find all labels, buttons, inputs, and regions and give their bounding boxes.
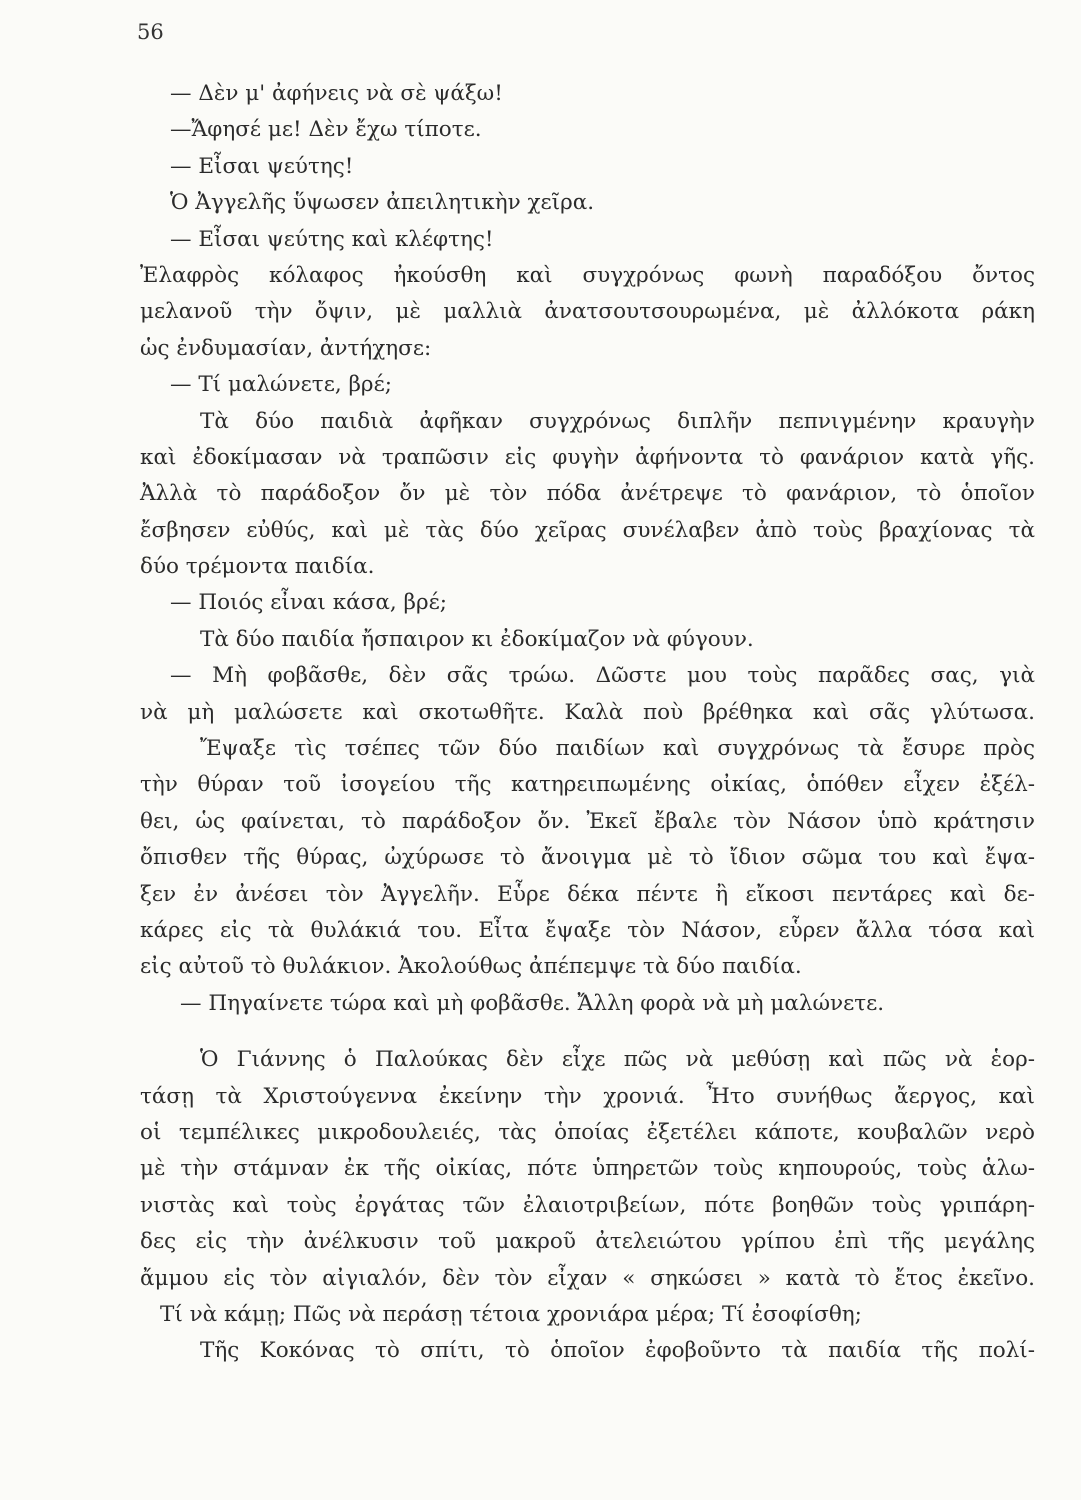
text-line: τὴν θύραν τοῦ ἰσογείου τῆς κατηρειπωμένης οἰκίας, ὁπόθεν εἶχεν ἐξέλ- [140,772,1035,798]
text-line: —Ἄφησέ με! Δὲν ἔχω τίποτε. [170,117,482,143]
text-section-2 [140,1042,1035,1370]
text-line: θει, ὡς φαίνεται, τὸ παράδοξον ὄν. Ἐκεῖ ἔβαλε τὸν Νάσον ὑπὸ κράτησιν [140,808,1035,834]
text-line: — Ποιός εἶναι κάσα, βρέ; [170,590,447,616]
text-line: καὶ ἐδοκίμασαν νὰ τραπῶσιν εἰς φυγὴν ἀφήνοντα τὸ φανάριον κατὰ γῆς. [140,444,1035,470]
text-line: Ὁ Γιάννης ὁ Παλούκας δὲν εἶχε πῶς νὰ μεθύσῃ καὶ πῶς νὰ ἑορ- [200,1047,1035,1073]
text-line: Τῆς Κοκόνας τὸ σπίτι, τὸ ὁποῖον ἐφοβοῦντο τὰ παιδία τῆς πολί- [200,1338,1035,1364]
text-line: — Δὲν μ' ἀφήνεις νὰ σὲ ψάξω! [170,81,503,106]
text-line: Τί νὰ κάμῃ; Πῶς νὰ περάσῃ τέτοια χρονιάρα μέρα; Τί ἐσοφίσθη; [160,1301,862,1327]
text-line: ἔσβησεν εὐθύς, καὶ μὲ τὰς δύο χεῖρας συνέλαβεν ἀπὸ τοὺς βραχίονας τὰ [140,517,1035,543]
text-line: δες εἰς τὴν ἀνέλκυσιν τοῦ μακροῦ ἀτελειώτου γρίπου ἐπὶ τῆς μεγάλης [140,1229,1035,1255]
text-line: ὡς ἐνδυμασίαν, ἀντήχησε: [140,335,432,361]
text-line: Τὰ δύο παιδιὰ ἀφῆκαν συγχρόνως διπλῆν πεπνιγμένην κραυγὴν [200,408,1035,434]
text-line: — Εἶσαι ψεύτης! [170,153,354,179]
text-line: Ὁ Ἀγγελῆς ὕψωσεν ἀπειλητικὴν χεῖρα. [170,190,595,216]
page-number: 56 [137,20,164,44]
text-line: κάρες εἰς τὰ θυλάκιά του. Εἶτα ἔψαξε τὸν Νάσον, εὗρεν ἄλλα τόσα καὶ [140,917,1035,943]
text-line: οἱ τεμπέλικες μικροδουλειές, τὰς ὁποίας ἐξετέλει κάποτε, κουβαλῶν νερὸ [140,1119,1035,1145]
text-line: — Τί μαλώνετε, βρέ; [170,372,392,398]
text-section-1 [140,76,1035,1022]
text-line: Ἔψαξε τὶς τσέπες τῶν δύο παιδίων καὶ συγχρόνως τὰ ἔσυρε πρὸς [200,736,1035,762]
section-gap [140,1022,1035,1042]
page-text [140,76,1035,1370]
text-line: νιστὰς καὶ τοὺς ἐργάτας τῶν ἐλαιοτριβείων, πότε βοηθῶν τοὺς γριπάρη- [140,1192,1035,1218]
text-line: ἄμμου εἰς τὸν αἰγιαλόν, δὲν τὸν εἶχαν « σηκώσει » κατὰ τὸ ἔτος ἐκεῖνο. [140,1265,1035,1291]
text-line: δύο τρέμοντα παιδία. [140,554,375,580]
text-line: — Μὴ φοβᾶσθε, δὲν σᾶς τρώω. Δῶστε μου τοὺς παρᾶδες σας, γιὰ [170,663,1035,689]
text-line: Ἀλλὰ τὸ παράδοξον ὄν μὲ τὸν πόδα ἀνέτρεψε τὸ φανάριον, τὸ ὁποῖον [140,481,1035,507]
text-line: ξεν ἐν ἀνέσει τὸν Ἀγγελῆν. Εὗρε δέκα πέντε ἢ εἴκοσι πεντάρες καὶ δε- [140,881,1035,907]
text-line: νὰ μὴ μαλώσετε καὶ σκοτωθῆτε. Καλὰ ποὺ βρέθηκα καὶ σᾶς γλύτωσα. [140,699,1035,725]
text-line: τάσῃ τὰ Χριστούγεννα ἐκείνην τὴν χρονιά. Ἦτο συνήθως ἄεργος, καὶ [140,1083,1035,1109]
text-line: Ἐλαφρὸς κόλαφος ἠκούσθη καὶ συγχρόνως φωνὴ παραδόξου ὄντος [140,262,1035,288]
text-line: μὲ τὴν στάμναν ἐκ τῆς οἰκίας, πότε ὑπηρετῶν τοὺς κηπουρούς, τοὺς ἁλω- [140,1156,1035,1182]
text-line: — Πηγαίνετε τώρα καὶ μὴ φοβᾶσθε. Ἄλλη φορὰ νὰ μὴ μαλώνετε. [180,990,885,1016]
text-line: — Εἶσαι ψεύτης καὶ κλέφτης! [170,226,494,252]
text-line: Τὰ δύο παιδία ἤσπαιρον κι ἐδοκίμαζον νὰ φύγουν. [200,626,754,652]
text-line: ὄπισθεν τῆς θύρας, ὠχύρωσε τὸ ἄνοιγμα μὲ τὸ ἴδιον σῶμα του καὶ ἔψα- [140,845,1035,871]
text-line: εἰς αὐτοῦ τὸ θυλάκιον. Ἀκολούθως ἀπέπεμψε τὰ δύο παιδία. [140,954,802,980]
text-line: μελανοῦ τὴν ὄψιν, μὲ μαλλιὰ ἀνατσουτσουρωμένα, μὲ ἀλλόκοτα ράκη [140,299,1035,325]
